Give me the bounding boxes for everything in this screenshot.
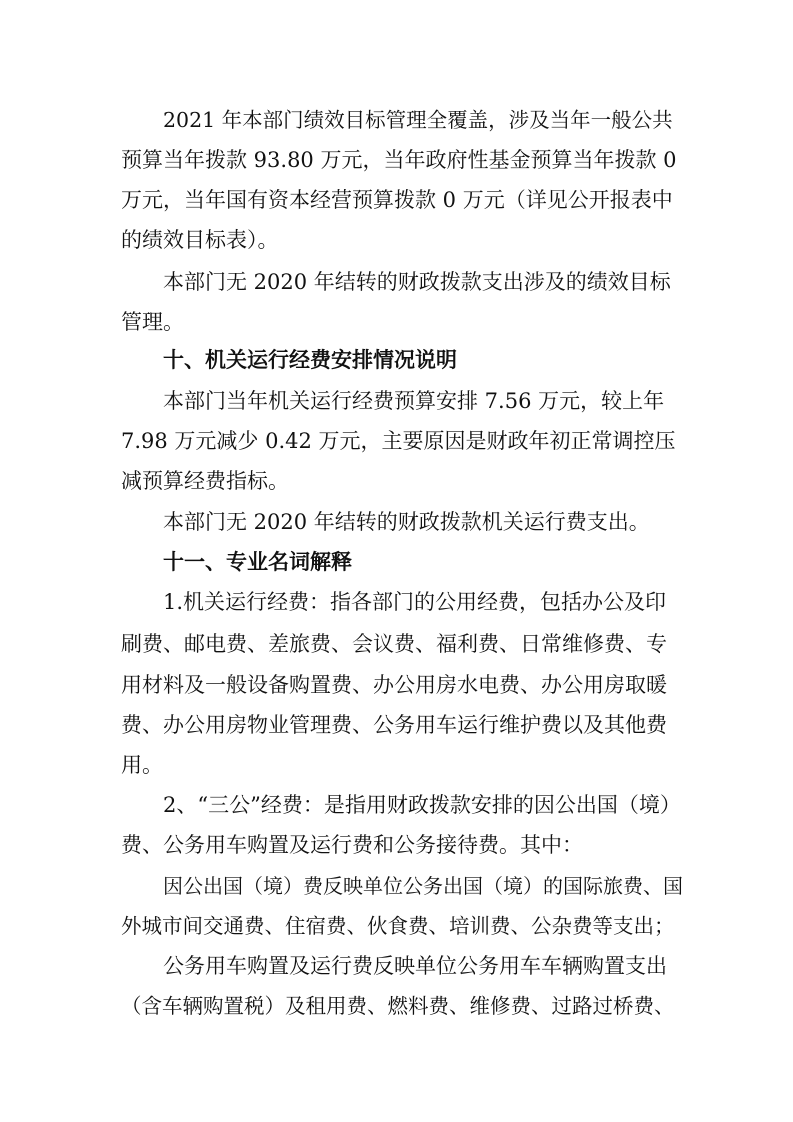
text-line: 2021 年本部门绩效目标管理全覆盖，涉及当年一般公共	[163, 108, 673, 132]
text-line: 因公出国（境）费反映单位公务出国（境）的国际旅费、国	[163, 874, 683, 898]
text-line: 减预算经费指标。	[121, 469, 289, 493]
text-line: 费、公务用车购置及运行费和公务接待费。其中：	[121, 833, 583, 857]
text-line: 7.98 万元减少 0.42 万元，主要原因是财政年初正常调控压	[121, 429, 676, 453]
text-line: 预算当年拨款 93.80 万元，当年政府性基金预算当年拨款 0	[121, 148, 677, 172]
text-line: 本部门无 2020 年结转的财政拨款机关运行费支出。	[163, 510, 650, 534]
text-line: 本部门当年机关运行经费预算安排 7.56 万元，较上年	[163, 389, 665, 413]
text-line: 用材料及一般设备购置费、办公用房水电费、办公用房取暖	[121, 673, 667, 697]
section-heading: 十一、专业名词解释	[163, 549, 352, 574]
text-line: 万元，当年国有资本经营预算拨款 0 万元（详见公开报表中	[121, 188, 673, 212]
text-line: 公务用车购置及运行费反映单位公务用车车辆购置支出	[163, 954, 667, 978]
text-line: 刷费、邮电费、差旅费、会议费、福利费、日常维修费、专	[121, 632, 667, 656]
text-line: 1.机关运行经费：指各部门的公用经费，包括办公及印	[163, 590, 667, 614]
text-line: 的绩效目标表）。	[121, 228, 279, 252]
section-heading: 十、机关运行经费安排情况说明	[163, 347, 457, 372]
text-line: 2、“三公”经费：是指用财政拨款安排的因公出国（境）	[163, 793, 681, 817]
text-line: 本部门无 2020 年结转的财政拨款支出涉及的绩效目标	[163, 270, 671, 294]
text-line: 费、办公用房物业管理费、公务用车运行维护费以及其他费	[121, 713, 667, 737]
text-line: 外城市间交通费、住宿费、伙食费、培训费、公杂费等支出；	[121, 914, 675, 938]
text-line: 用。	[121, 753, 163, 777]
text-line: （含车辆购置税）及租用费、燃料费、维修费、过路过桥费、	[121, 994, 675, 1018]
text-line: 管理。	[121, 310, 184, 334]
